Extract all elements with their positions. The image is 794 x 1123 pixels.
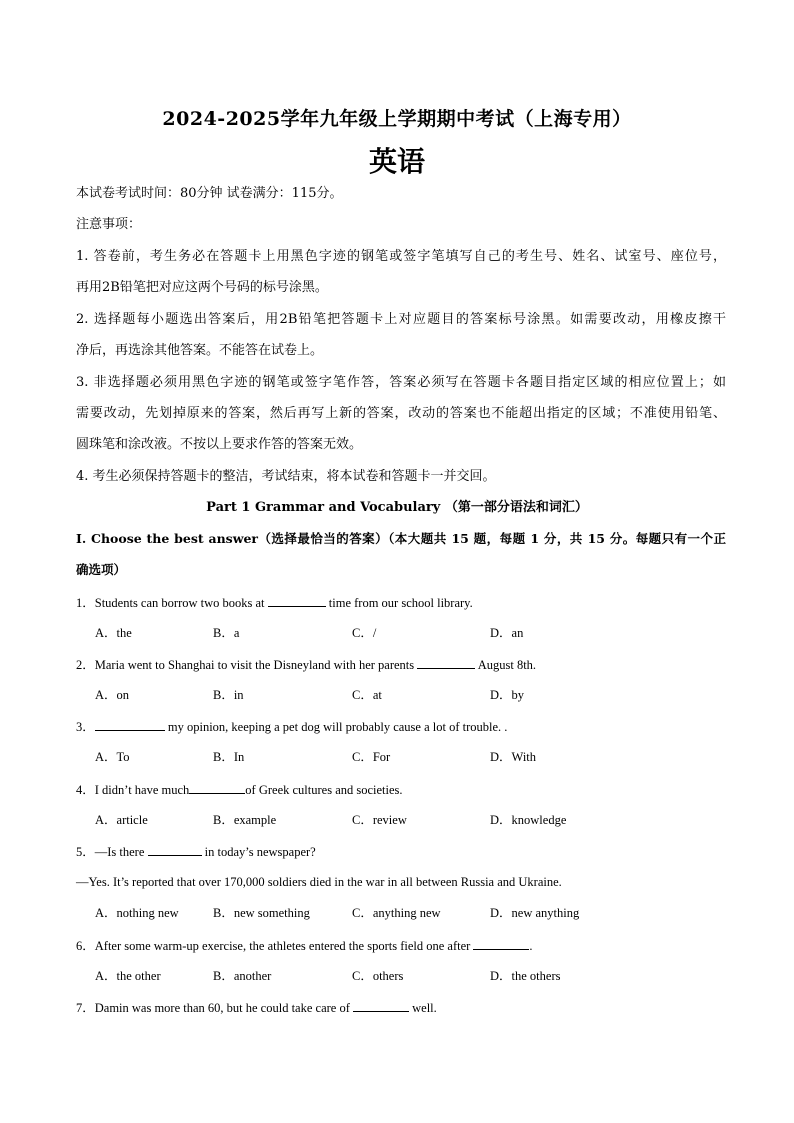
q1-option-d: D．an xyxy=(490,626,524,640)
question-5-response: —Yes. It’s reported that over 170,000 soldiers died in the war in all between Russia and Ukraine. xyxy=(76,875,562,889)
q3-option-b: B．In xyxy=(213,750,245,764)
notice-1-line-2: 再用2B铅笔把对应这两个号码的标号涂黑。 xyxy=(76,280,328,295)
answer-blank xyxy=(95,717,165,731)
subject-title: 英语 xyxy=(368,145,425,178)
q4-option-d: D．knowledge xyxy=(490,813,567,827)
q5-option-d: D．new anything xyxy=(490,906,580,920)
q1-option-c: C．/ xyxy=(352,626,377,640)
question-5: 5．—Is there in today’s newspaper? xyxy=(76,842,316,861)
question-1: 1．Students can borrow two books at time from our school library. xyxy=(76,593,473,612)
answer-blank xyxy=(268,593,326,607)
notice-3-line-3: 圆珠笔和涂改液。不按以上要求作答的答案无效。 xyxy=(76,437,363,452)
q3-option-c: C．For xyxy=(352,750,391,764)
q6-option-c: C．others xyxy=(352,969,404,983)
q6-option-b: B．another xyxy=(213,969,272,983)
question-4: 4．I didn’t have much of Greek cultures and societies. xyxy=(76,780,403,799)
q6-option-a: A．the other xyxy=(95,969,161,983)
answer-blank xyxy=(189,780,245,794)
question-7: 7．Damin was more than 60, but he could take care of well. xyxy=(76,998,437,1017)
q1-option-a: A．the xyxy=(95,626,132,640)
notice-heading: 注意事项： xyxy=(76,217,142,232)
q1-option-b: B．a xyxy=(213,626,240,640)
q4-option-a: A．article xyxy=(95,813,148,827)
notice-3-line-2: 需要改动，先划掉原来的答案，然后再写上新的答案，改动的答案也不能超出指定的区域；不准使用铅笔、 xyxy=(76,406,726,421)
notice-2-line-1: 2. 选择题每小题选出答案后，用2B铅笔把答题卡上对应题目的答案标号涂黑。如需要改动，用橡皮擦干 xyxy=(76,312,726,327)
notice-1-line-1: 1. 答卷前，考生务必在答题卡上用黑色字迹的钢笔或签字笔填写自己的考生号、姓名、试室号、座位号， xyxy=(76,249,726,264)
answer-blank xyxy=(148,842,202,856)
q4-option-b: B．example xyxy=(213,813,277,827)
q5-option-c: C．anything new xyxy=(352,906,441,920)
q5-option-a: A．nothing new xyxy=(95,906,179,920)
question-2: 2．Maria went to Shanghai to visit the Disneyland with her parents August 8th. xyxy=(76,655,536,674)
question-6: 6．After some warm-up exercise, the athletes entered the sports field one after . xyxy=(76,936,533,955)
notice-3-line-1: 3. 非选择题必须用黑色字迹的钢笔或签字笔作答，答案必须写在答题卡各题目指定区域的相应位置上；如 xyxy=(76,375,726,390)
part1-title: Part 1 Grammar and Vocabulary （第一部分语法和词汇） xyxy=(206,500,588,515)
q2-option-a: A．on xyxy=(95,688,130,702)
q3-option-a: A．To xyxy=(95,750,130,764)
notice-2-line-2: 净后，再选涂其他答案。不能答在试卷上。 xyxy=(76,343,324,358)
section-1-heading-cont: 确选项） xyxy=(76,562,127,577)
q2-option-b: B．in xyxy=(213,688,244,702)
exam-time-score: 本试卷考试时间：80分钟 试卷满分：115分。 xyxy=(76,186,343,201)
answer-blank xyxy=(353,998,409,1012)
notice-4: 4. 考生必须保持答题卡的整洁，考试结束，将本试卷和答题卡一并交回。 xyxy=(76,469,496,484)
question-3: 3． my opinion, keeping a pet dog will probably cause a lot of trouble. . xyxy=(76,717,507,736)
q4-option-c: C．review xyxy=(352,813,407,827)
exam-title: 2024-2025学年九年级上学期期中考试（上海专用） xyxy=(162,108,632,130)
q2-option-d: D．by xyxy=(490,688,525,702)
q6-option-d: D．the others xyxy=(490,969,561,983)
q3-option-d: D．With xyxy=(490,750,537,764)
q2-option-c: C．at xyxy=(352,688,382,702)
section-1-heading: I. Choose the best answer（选择最恰当的答案）（本大题共 15 题，每题 1 分，共 15 分。每题只有一个正 xyxy=(76,531,726,546)
q5-option-b: B．new something xyxy=(213,906,310,920)
answer-blank xyxy=(473,936,529,950)
answer-blank xyxy=(417,655,475,669)
